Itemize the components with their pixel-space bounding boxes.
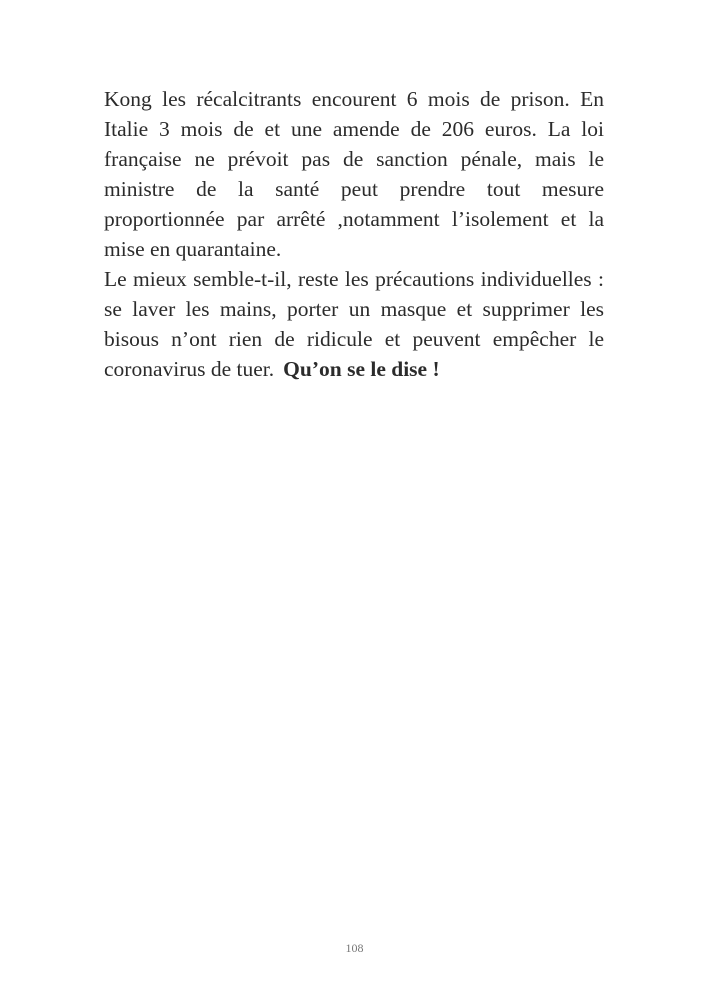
paragraph-1: Kong les récalcitrants encourent 6 mois de prison. En Italie 3 mois de et une amende de 206 euros. La loi française ne prévoit pas de sanction pénale, mais le ministre de la santé peut prendre tout mesure proportionnée par arrêté ,notamment l’isolement et la mise en quarantaine. — [104, 87, 604, 261]
paragraph-2-text: Le mieux semble-t-il, reste les précautions individuelles : se laver les mains, porter un masque et supprimer les bisous n’ont rien de ridicule et peuvent empêcher le coronavirus de tuer. — [104, 267, 604, 381]
paragraph-2 — [104, 264, 604, 384]
closing-exclamation: Qu’on se le dise ! — [283, 357, 440, 381]
page-number: 108 — [345, 941, 364, 955]
body-text — [104, 84, 604, 384]
